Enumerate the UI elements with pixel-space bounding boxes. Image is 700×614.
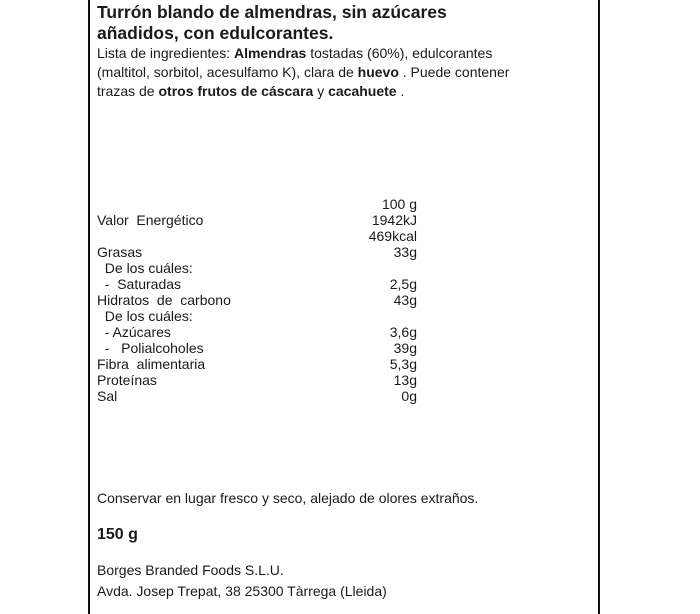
nutrition-row: [97, 356, 417, 372]
nutrition-row: [97, 276, 417, 292]
nutrition-per-100g: 100 g: [381, 196, 417, 212]
allergen-otros-frutos: otros frutos de cáscara: [158, 83, 314, 99]
nutrition-row: [97, 372, 417, 388]
nutrition-row: [97, 388, 417, 404]
allergen-cacahuete: cacahuete: [328, 83, 397, 99]
nutrient-label: - Saturadas: [97, 276, 182, 292]
nutrition-row: [97, 244, 417, 260]
allergen-almendras: Almendras: [233, 45, 307, 61]
ingredients-list: [97, 44, 527, 101]
ingredients-intro: Lista de ingredientes:: [97, 45, 234, 61]
nutrient-value: 1942kJ: [371, 212, 417, 228]
nutrient-value: 0g: [401, 388, 417, 404]
nutrition-row: [97, 228, 417, 244]
nutrition-row: [97, 308, 417, 324]
nutrition-row: [97, 212, 417, 228]
nutrient-label: Grasas: [97, 244, 143, 260]
product-title: Turrón blando de almendras, sin azúcares añadidos, con edulcorantes.: [97, 2, 447, 43]
nutrient-label: Hidratos de carbono: [97, 292, 231, 308]
nutrient-value: 39g: [393, 340, 417, 356]
nutrition-row: [97, 340, 417, 356]
ingredients-text-4: .: [396, 83, 405, 99]
nutrient-label: De los cuáles:: [97, 260, 193, 276]
company-name: Borges Branded Foods S.L.U.: [97, 562, 284, 578]
nutrient-label: Proteínas: [97, 372, 157, 388]
storage-instructions: Conservar en lugar fresco y seco, alejado de olores extraños.: [97, 490, 479, 506]
nutrient-value: 33g: [393, 244, 417, 260]
ingredients-text-3: y: [313, 83, 329, 99]
nutrient-value: 3,6g: [389, 324, 417, 340]
ingredients-text-1: tostadas (60%), edulcorantes (maltitol, sorbitol, acesulfamo K), clara de: [97, 45, 493, 80]
nutrient-value: 13g: [393, 372, 417, 388]
nutrient-label: De los cuáles:: [97, 308, 193, 324]
allergen-huevo: huevo: [357, 64, 399, 80]
nutrient-value: 5,3g: [389, 356, 417, 372]
nutrient-value: 469kcal: [368, 228, 417, 244]
nutrition-header: [97, 196, 417, 212]
nutrition-row: [97, 324, 417, 340]
nutrition-row: [97, 292, 417, 308]
nutrient-label: Sal: [97, 388, 118, 404]
nutrient-label: - Azúcares: [97, 324, 171, 340]
nutrient-label: - Polialcoholes: [97, 340, 204, 356]
nutrient-label: Fibra alimentaria: [97, 356, 206, 372]
ingredients-text-2: . Puede contener trazas de: [97, 64, 510, 99]
net-weight: 150 g: [97, 526, 138, 543]
company-address: Avda. Josep Trepat, 38 25300 Tàrrega (Lleida): [97, 583, 387, 599]
nutrition-row: [97, 260, 417, 276]
nutrient-value: 2,5g: [389, 276, 417, 292]
nutrient-value: 43g: [393, 292, 417, 308]
nutrient-label: Valor Energético: [97, 212, 204, 228]
